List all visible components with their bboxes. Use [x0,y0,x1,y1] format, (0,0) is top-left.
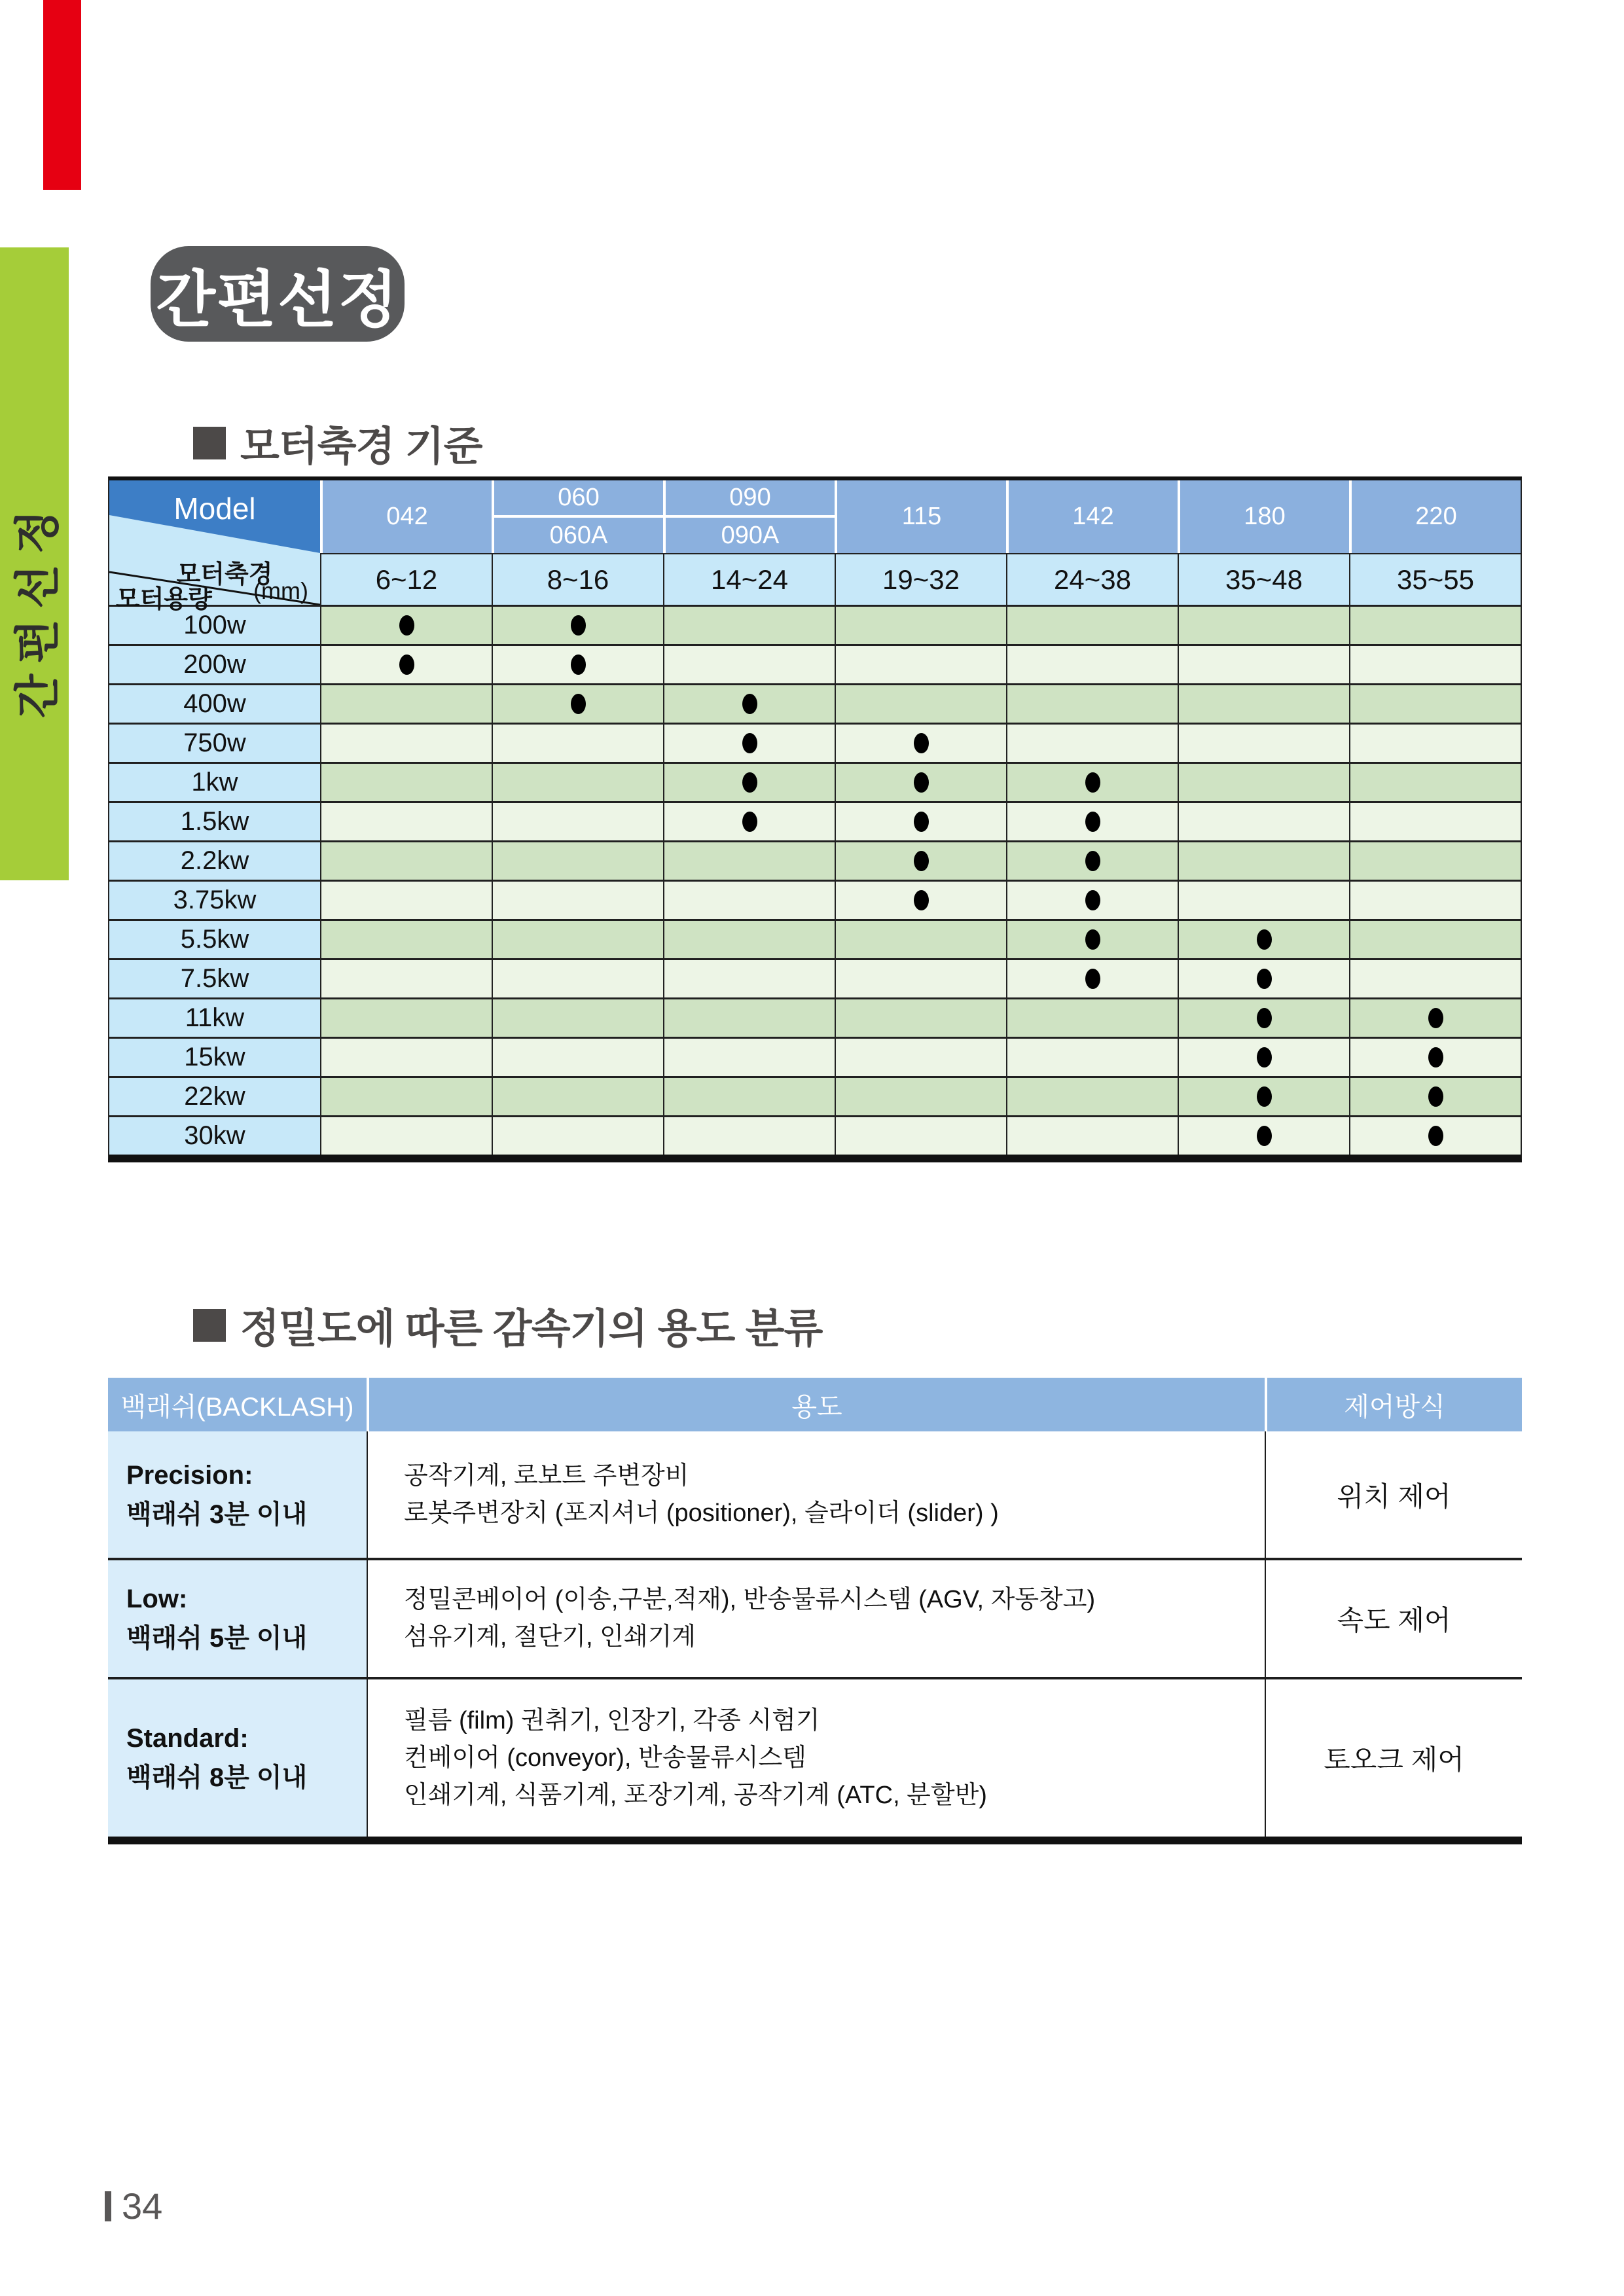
dot-cell [1006,960,1178,997]
dot-cell [663,882,835,919]
capacity-row [109,801,1521,840]
motor-shaft-table [108,476,1522,1162]
dot-cell [663,1117,835,1155]
dot-mark [1257,1086,1272,1107]
shaft-diameter-cell: 24~38 [1006,553,1178,605]
dot-cell [663,1078,835,1115]
dot-mark [914,812,929,832]
dot-cell [492,1039,663,1076]
dot-cell [663,842,835,880]
dot-cell [1178,1039,1349,1076]
shaft-diameter-cell: 19~32 [835,553,1006,605]
capacity-row [109,1115,1521,1155]
dot-mark [399,655,414,675]
dot-cell [1178,725,1349,762]
dot-cell [492,999,663,1037]
dot-cell [835,685,1006,723]
dot-cell [1006,607,1178,644]
backlash-header-cell: 백래쉬(BACKLASH) [108,1378,367,1431]
dot-cell [835,921,1006,958]
backlash-header-cell: 제어방식 [1265,1378,1522,1431]
dot-mark [1085,969,1100,989]
control-cell: 토오크 제어 [1265,1679,1522,1837]
dot-mark [1428,1126,1443,1146]
usage-cell [367,1560,1265,1677]
dot-cell [492,882,663,919]
backlash-row [108,1558,1522,1677]
dot-cell [1006,764,1178,801]
table-corner-cell [109,480,320,613]
dot-cell [663,999,835,1037]
dot-cell [835,607,1006,644]
dot-mark [1085,929,1100,950]
capacity-row [109,644,1521,683]
dot-cell [1178,803,1349,840]
dot-cell [1349,803,1521,840]
dot-cell [663,960,835,997]
dot-mark [1085,890,1100,910]
dot-cell [1178,882,1349,919]
dot-cell [320,764,492,801]
dot-cell [835,725,1006,762]
capacity-row [109,683,1521,723]
dot-cell [492,764,663,801]
square-bullet-icon [193,1309,226,1342]
shaft-diameter-cell: 35~48 [1178,553,1349,605]
dot-cell [1178,1117,1349,1155]
dot-cell [1178,646,1349,683]
dot-cell [492,960,663,997]
model-header-cell: 090 [663,480,835,515]
dot-cell [1178,1078,1349,1115]
dot-cell [835,999,1006,1037]
dot-cell [1006,1039,1178,1076]
dot-cell [835,882,1006,919]
dot-cell [492,1117,663,1155]
dot-cell [1006,803,1178,840]
green-side-tab [0,247,69,880]
section2-heading-text: 정밀도에 따른 감속기의 용도 분류 [240,1306,823,1352]
backlash-class-cell [108,1560,367,1677]
capacity-row [109,880,1521,919]
dot-cell [320,646,492,683]
corner-shaft-label: 모터축경 [176,561,273,588]
capacity-label-cell: 3.75kw [109,882,320,919]
dot-mark [1428,1008,1443,1028]
dot-cell [320,960,492,997]
capacity-label-cell: 1kw [109,764,320,801]
capacity-label-cell: 750w [109,725,320,762]
usage-cell [367,1679,1265,1837]
backlash-header-cell: 용도 [367,1378,1265,1431]
dot-cell [492,646,663,683]
backlash-class-sub: 백래쉬 8분 이내 [126,1763,308,1792]
dot-mark [914,733,929,753]
backlash-class-cell [108,1431,367,1558]
dot-cell [1349,960,1521,997]
dot-cell [320,1117,492,1155]
capacity-row [109,723,1521,762]
dot-cell [663,646,835,683]
dot-cell [663,607,835,644]
model-header-cell: 042 [320,480,492,553]
dot-cell [492,607,663,644]
section1-heading-text: 모터축경 기준 [240,424,482,469]
dot-cell [320,607,492,644]
dot-cell [320,685,492,723]
dot-cell [1349,646,1521,683]
capacity-row [109,605,1521,644]
shaft-diameter-cell: 6~12 [320,553,492,605]
dot-cell [492,921,663,958]
dot-mark [742,812,757,832]
dot-cell [320,882,492,919]
usage-line: 공작기계, 로보트 주변장비 [404,1462,689,1490]
dot-cell [320,1078,492,1115]
dot-mark [914,772,929,793]
dot-cell [835,803,1006,840]
dot-mark [1257,1008,1272,1028]
backlash-table-header [108,1378,1522,1431]
dot-cell [1178,685,1349,723]
dot-cell [320,1039,492,1076]
dot-cell [835,646,1006,683]
dot-cell [1349,1078,1521,1115]
dot-cell [492,725,663,762]
usage-line: 인쇄기계, 식품기계, 포장기계, 공작기계 (ATC, 분할반) [404,1781,987,1809]
dot-cell [1178,842,1349,880]
dot-cell [1349,764,1521,801]
dot-cell [663,921,835,958]
dot-cell [835,960,1006,997]
dot-mark [1257,929,1272,950]
dot-cell [835,1078,1006,1115]
dot-mark [1085,851,1100,871]
dot-cell [492,685,663,723]
dot-cell [1349,1117,1521,1155]
dot-cell [1178,999,1349,1037]
dot-mark [1428,1086,1443,1107]
dot-cell [1349,725,1521,762]
capacity-label-cell: 11kw [109,999,320,1037]
backlash-table [108,1378,1522,1844]
backlash-class-sub: 백래쉬 5분 이내 [126,1624,308,1653]
capacity-row [109,1076,1521,1115]
dot-mark [1257,969,1272,989]
dot-mark [1257,1047,1272,1067]
corner-model-label: Model [173,492,256,526]
dot-cell [1349,999,1521,1037]
shaft-diameter-cell: 14~24 [663,553,835,605]
dot-mark [742,694,757,714]
dot-cell [835,1039,1006,1076]
model-header-cell: 220 [1349,480,1521,553]
dot-mark [914,851,929,871]
dot-cell [835,842,1006,880]
capacity-label-cell: 15kw [109,1039,320,1076]
dot-cell [320,725,492,762]
capacity-row [109,840,1521,880]
model-subheader-cell: 060A [492,518,663,553]
backlash-class-sub: 백래쉬 3분 이내 [126,1499,308,1529]
dot-cell [663,725,835,762]
capacity-row [109,958,1521,997]
page-number-text: 34 [122,2185,163,2227]
dot-cell [663,764,835,801]
dot-cell [320,999,492,1037]
backlash-class-title: Low: [126,1585,188,1613]
page-title: 간편선정 [156,264,399,334]
capacity-label-cell: 1.5kw [109,803,320,840]
backlash-class-title: Precision: [126,1460,253,1490]
usage-line: 컨베이어 (conveyor), 반송물류시스템 [404,1744,806,1772]
model-subheader-cell: 090A [663,518,835,553]
dot-cell [1349,685,1521,723]
dot-cell [320,803,492,840]
dot-cell [1006,685,1178,723]
dot-cell [1006,1117,1178,1155]
dot-cell [1006,999,1178,1037]
dot-cell [320,842,492,880]
usage-line: 로봇주변장치 (포지셔너 (positioner), 슬라이더 (slider) ) [404,1499,999,1527]
usage-line: 정밀콘베이어 (이송,구분,적재), 반송물류시스템 (AGV, 자동창고) [404,1586,1096,1613]
dot-cell [663,803,835,840]
capacity-label-cell: 7.5kw [109,960,320,997]
capacity-row [109,919,1521,958]
title-badge [151,246,405,342]
page-number [105,2185,162,2227]
dot-cell [1006,646,1178,683]
usage-line: 섬유기계, 절단기, 인쇄기계 [404,1623,696,1651]
dot-cell [1178,921,1349,958]
capacity-row [109,762,1521,801]
dot-cell [1349,607,1521,644]
dot-cell [492,842,663,880]
square-bullet-icon [193,427,226,459]
backlash-row [108,1677,1522,1837]
dot-cell [663,685,835,723]
dot-cell [1178,607,1349,644]
dot-cell [1349,921,1521,958]
dot-mark [571,615,586,636]
dot-mark [1085,772,1100,793]
dot-cell [1006,921,1178,958]
shaft-diameter-cell: 35~55 [1349,553,1521,605]
control-cell: 속도 제어 [1265,1560,1522,1677]
usage-cell [367,1431,1265,1558]
dot-cell [492,803,663,840]
dot-mark [742,733,757,753]
red-index-tab [43,0,81,190]
dot-mark [914,890,929,910]
usage-line: 필름 (film) 권취기, 인장기, 각종 시험기 [404,1706,820,1734]
dot-cell [1006,882,1178,919]
dot-mark [571,655,586,675]
capacity-label-cell: 100w [109,607,320,644]
capacity-row [109,997,1521,1037]
capacity-row [109,1037,1521,1076]
dot-mark [571,694,586,714]
section1-heading [193,414,482,472]
side-tab-label: 간편선정 [12,499,63,719]
corner-capacity-label: 모터용량 [116,586,212,613]
dot-cell [835,764,1006,801]
page-number-bar [105,2191,111,2221]
dot-mark [399,615,414,636]
dot-cell [1349,882,1521,919]
dot-cell [1178,764,1349,801]
dot-cell [1349,842,1521,880]
capacity-label-cell: 200w [109,646,320,683]
corner-shaft-unit: (mm) [253,577,308,604]
capacity-label-cell: 400w [109,685,320,723]
dot-mark [1257,1126,1272,1146]
dot-mark [742,772,757,793]
dot-cell [663,1039,835,1076]
dot-cell [1006,1078,1178,1115]
dot-mark [1428,1047,1443,1067]
dot-cell [492,1078,663,1115]
shaft-diameter-cell: 8~16 [492,553,663,605]
dot-cell [835,1117,1006,1155]
backlash-row [108,1431,1522,1558]
dot-cell [320,921,492,958]
section2-heading [193,1296,822,1354]
model-header-cell: 180 [1178,480,1349,553]
dot-cell [1178,960,1349,997]
dot-cell [1349,1039,1521,1076]
model-header-cell: 142 [1006,480,1178,553]
capacity-label-cell: 5.5kw [109,921,320,958]
backlash-class-title: Standard: [126,1724,249,1753]
capacity-label-cell: 2.2kw [109,842,320,880]
control-cell: 위치 제어 [1265,1431,1522,1558]
motor-shaft-table-header [109,480,1521,613]
dot-mark [1085,812,1100,832]
capacity-label-cell: 22kw [109,1078,320,1115]
backlash-class-cell [108,1679,367,1837]
model-header-cell: 060 [492,480,663,515]
dot-cell [1006,725,1178,762]
dot-cell [1006,842,1178,880]
capacity-label-cell: 30kw [109,1117,320,1155]
model-header-cell: 115 [835,480,1006,553]
